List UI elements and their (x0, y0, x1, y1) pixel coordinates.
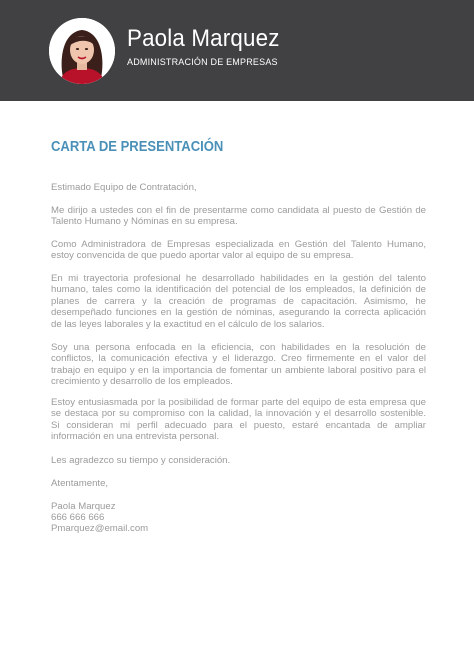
avatar (49, 18, 115, 84)
paragraph-5: Estoy entusiasmada por la posibilidad de formar parte del equipo de esta empresa que se destaca por su compromiso con la calidad, la innovación y el desarrollo sostenible. Si consideran mi perfil adecuado para el puesto, estaré encantada de ampliar información en una entrevista personal. (51, 397, 426, 443)
candidate-role: ADMINISTRACIÓN DE EMPRESAS (127, 57, 278, 67)
paragraph-1: Me dirijo a ustedes con el fin de presentarme como candidata al puesto de Gestión de Talento Humano y Nóminas en su empresa. (51, 205, 426, 228)
closing: Atentamente, (51, 478, 109, 489)
paragraph-2: Como Administradora de Empresas especializada en Gestión del Talento Humano, estoy convencida de que puedo aportar valor al equipo de su empresa. (51, 239, 426, 262)
signature-phone: 666 666 666 (51, 512, 105, 523)
candidate-name: Paola Marquez (127, 25, 280, 52)
signature-email[interactable]: Pmarquez@email.com (51, 523, 149, 534)
paragraph-4: Soy una persona enfocada en la eficiencia, con habilidades en la resolución de conflictos, la comunicación efectiva y el liderazgo. Creo firmemente en el valor del trabajo en equipo y en la importancia de fomentar un ambiente laboral positivo para el crecimiento y desarrollo de los empleados. (51, 342, 426, 388)
header-banner (0, 0, 474, 101)
greeting: Estimado Equipo de Contratación, (51, 182, 197, 193)
paragraph-3: En mi trayectoria profesional he desarrollado habilidades en la gestión del talento humano, tales como la identificación del potencial de los empleados, la definición de planes de carrera y la creación de programas de capacitación. Asimismo, he desempeñado funciones en la gestión de nóminas, asegurando la correcta aplicación de las leyes laborales y la exactitud en el cálculo de los salarios. (51, 273, 426, 330)
profile-photo (49, 18, 115, 84)
letter-title: CARTA DE PRESENTACIÓN (51, 139, 224, 155)
paragraph-6: Les agradezco su tiempo y consideración. (51, 455, 231, 466)
signature-name: Paola Marquez (51, 501, 116, 512)
